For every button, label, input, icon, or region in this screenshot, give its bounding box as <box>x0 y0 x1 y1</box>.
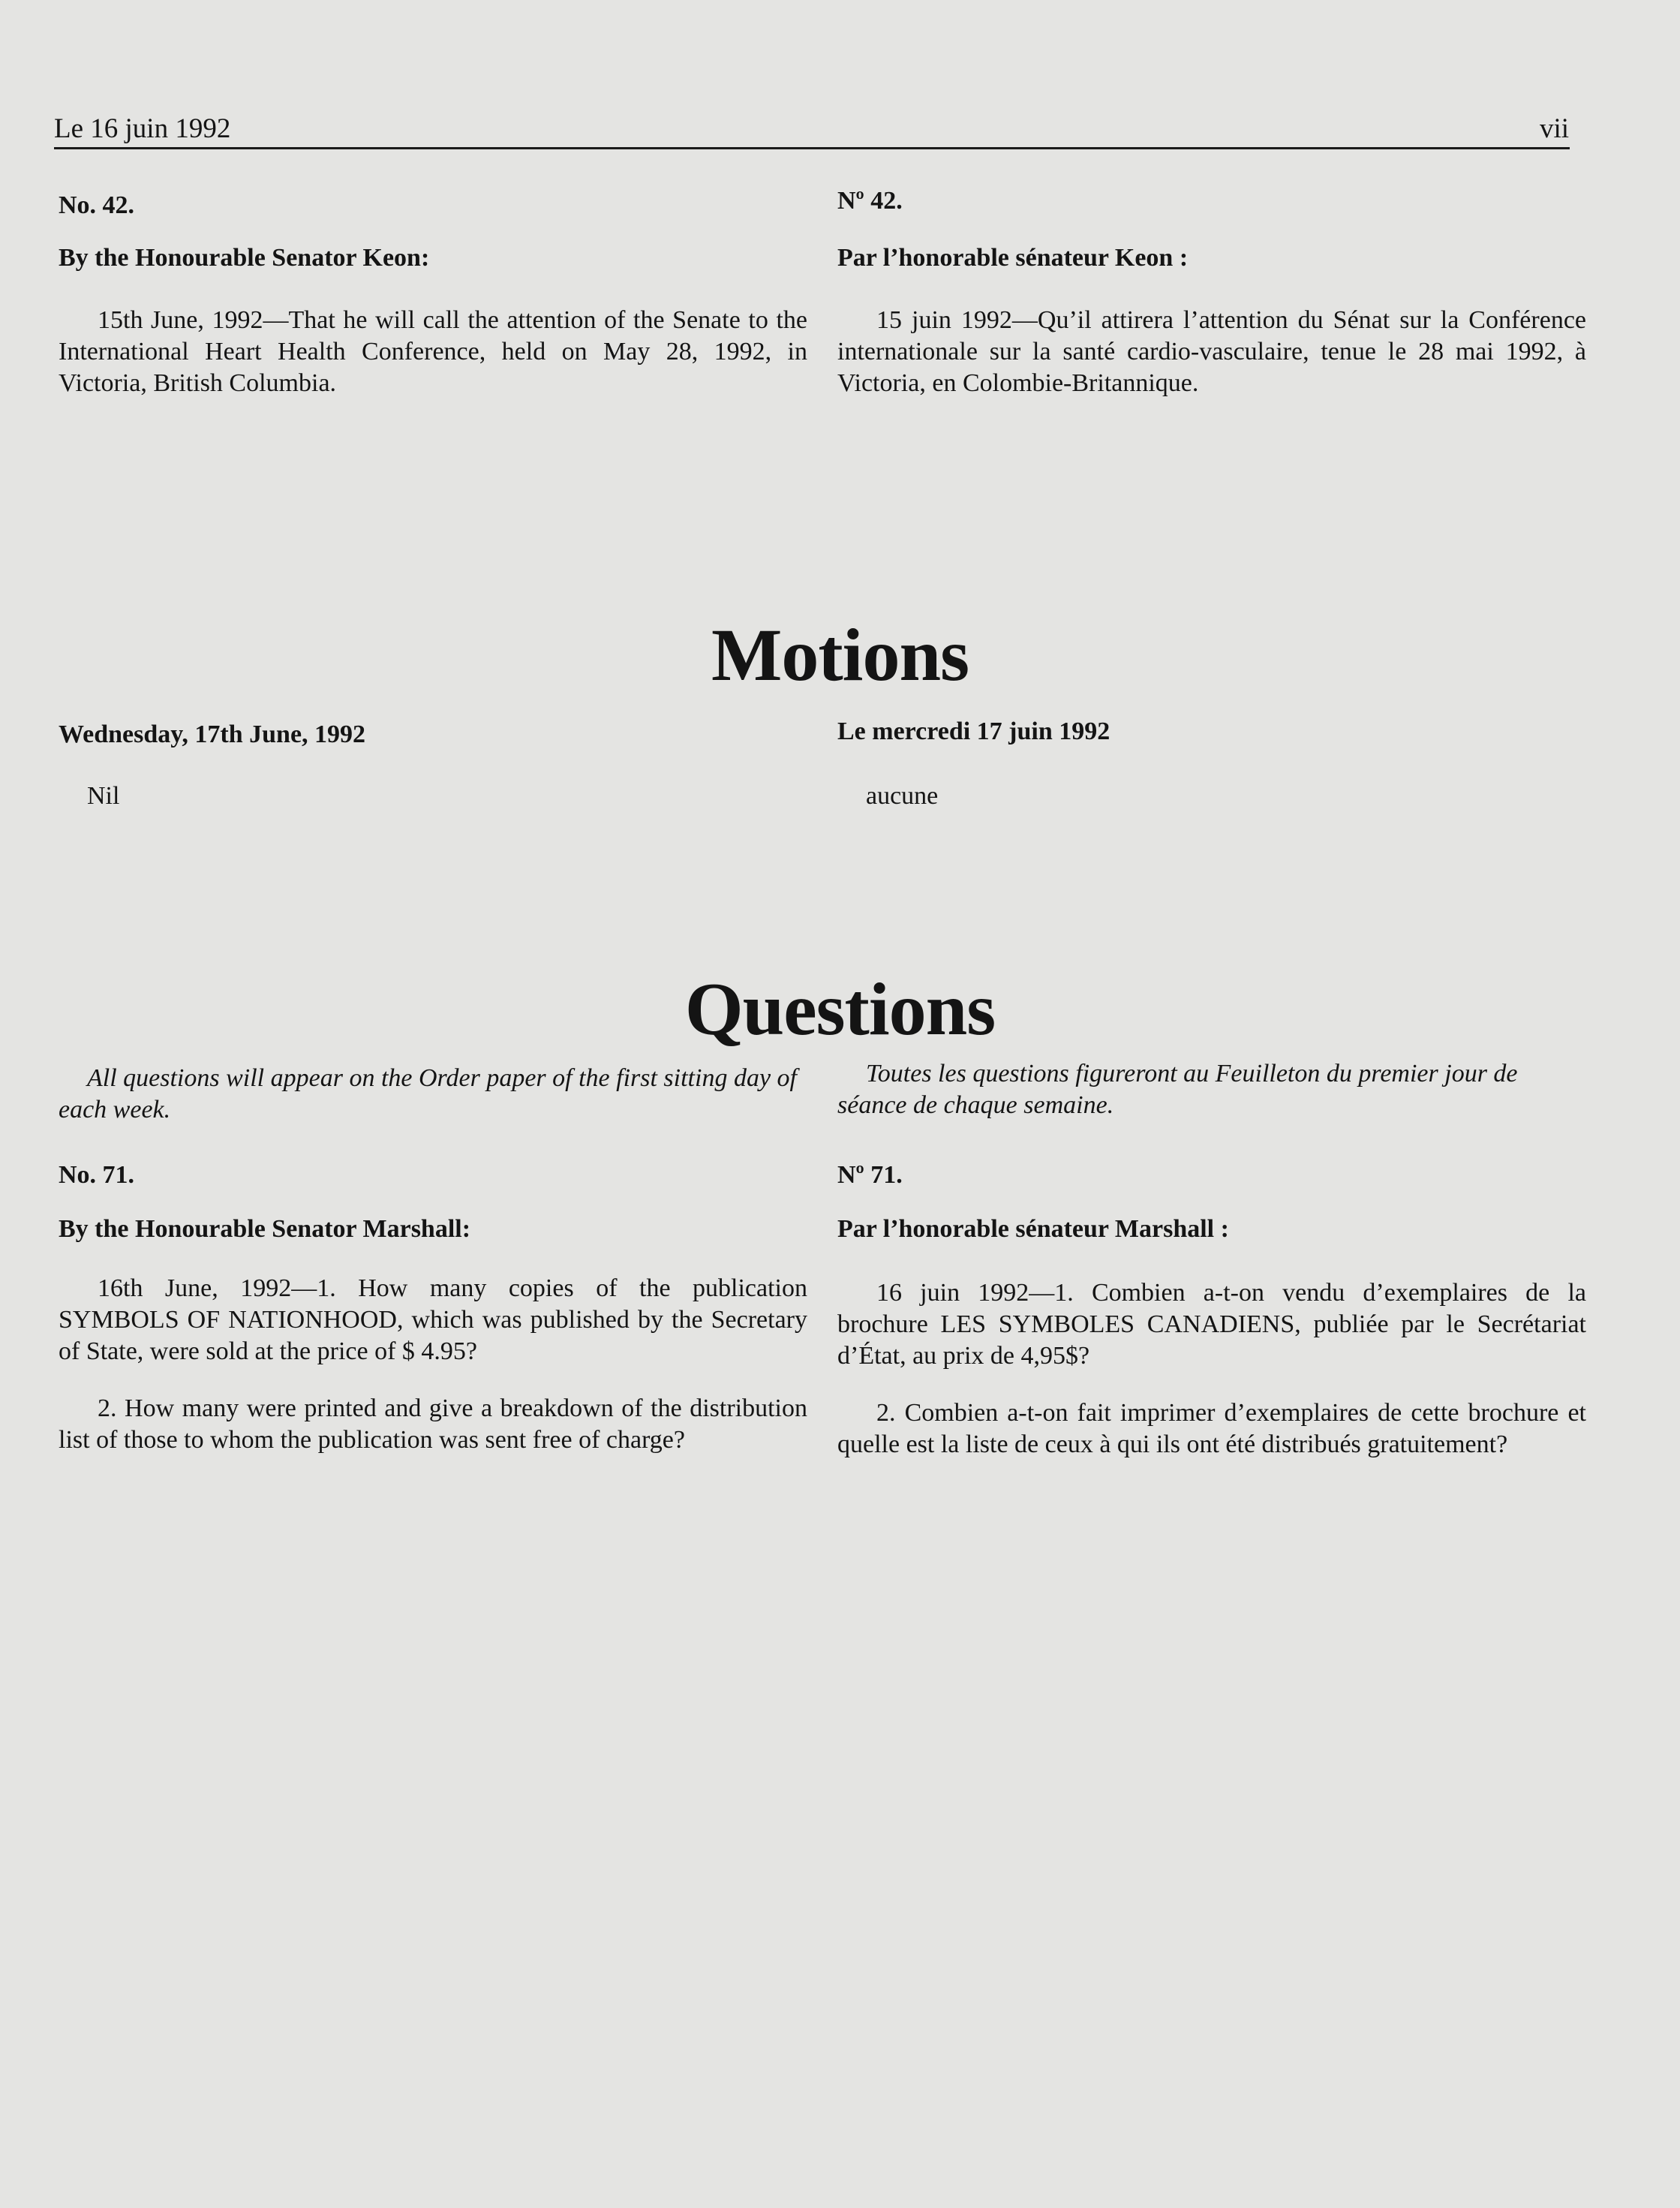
motions-en <box>59 718 807 813</box>
questions-en <box>59 1063 807 1456</box>
questions-note: All questions will appear on the Order paper of the first sitting day of each week. <box>59 1064 797 1124</box>
motions-content: Nil <box>87 782 120 810</box>
header-rule <box>54 147 1570 149</box>
notice-text: 15 juin 1992—Qu’il attirera l’attention du Sénat sur la Conférence internationale sur la santé cardio-vasculaire, tenue le 28 mai 1992, à Victoria, en Colombie-Britannique. <box>837 306 1586 397</box>
question-2: 2. How many were printed and give a breakdown of the distribution list of those to whom the publication was sent free of charge? <box>59 1394 807 1454</box>
question-number: Nº 71. <box>837 1161 903 1189</box>
notice-number: No. 42. <box>59 191 135 219</box>
notice-senator: Par l’honorable sénateur Keon : <box>837 244 1189 272</box>
notice-senator: By the Honourable Senator Keon: <box>59 244 430 272</box>
question-1: 16 juin 1992—1. Combien a-t-on vendu d’exemplaires de la brochure LES SYMBOLES CANADIENS, publiée par le Secrétariat d’État, au prix de 4,95$? <box>837 1279 1586 1370</box>
notice-number: Nº 42. <box>837 187 903 215</box>
motions-date: Wednesday, 17th June, 1992 <box>59 720 366 748</box>
questions-fr <box>837 1058 1586 1460</box>
motions-title: Motions <box>711 613 969 696</box>
motions-content: aucune <box>866 782 939 810</box>
question-1: 16th June, 1992—1. How many copies of the publication SYMBOLS OF NATIONHOOD, which was published by the Secretary of State, were sold at the price of $ 4.95? <box>59 1274 807 1365</box>
question-2: 2. Combien a-t-on fait imprimer d’exemplaires de cette brochure et quelle est la liste de ceux à qui ils ont été distribués gratuitement? <box>837 1399 1586 1458</box>
question-number: No. 71. <box>59 1161 135 1189</box>
notice-text: 15th June, 1992—That he will call the attention of the Senate to the International Heart Health Conference, held on May 28, 1992, in Victoria, British Columbia. <box>59 306 807 397</box>
notice-en <box>59 189 807 399</box>
page-number: vii <box>1539 113 1569 144</box>
notice-fr <box>837 185 1586 399</box>
questions-note: Toutes les questions figureront au Feuilleton du premier jour de séance de chaque semaine. <box>837 1060 1518 1119</box>
question-senator: Par l’honorable sénateur Marshall : <box>837 1215 1229 1243</box>
motions-date: Le mercredi 17 juin 1992 <box>837 717 1110 745</box>
question-senator: By the Honourable Senator Marshall: <box>59 1215 471 1243</box>
header-date: Le 16 juin 1992 <box>54 113 231 144</box>
questions-title: Questions <box>684 967 996 1051</box>
motions-fr <box>837 715 1586 813</box>
